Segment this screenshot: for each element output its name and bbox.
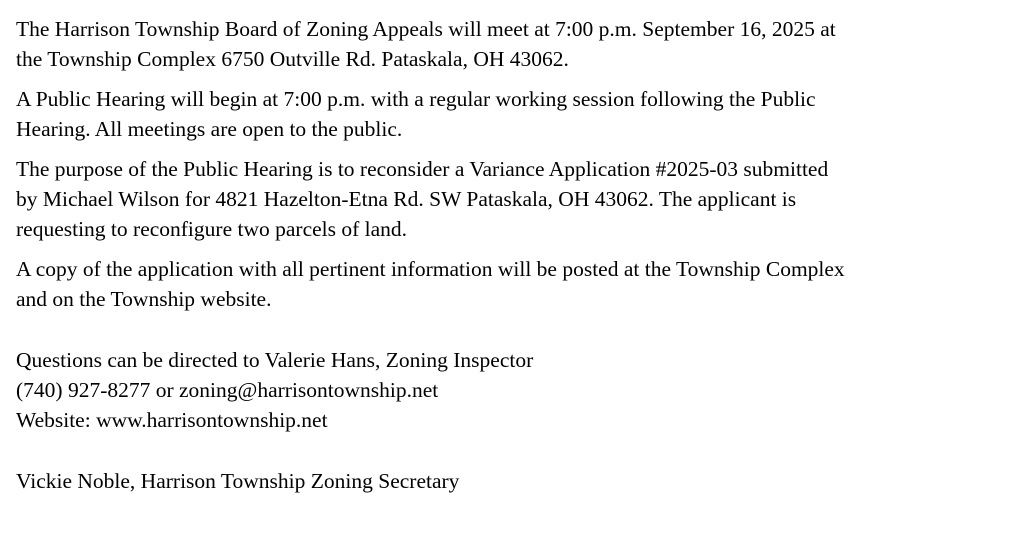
signature-line: Vickie Noble, Harrison Township Zoning Secretary [16, 469, 460, 493]
application-copy-paragraph [16, 254, 1016, 314]
contact-website: Website: www.harrisontownship.net [16, 408, 328, 432]
contact-phone-email: (740) 927-8277 or zoning@harrisontownship.net [16, 378, 439, 402]
notice-document [16, 14, 1016, 496]
text-line: The Harrison Township Board of Zoning Appeals will meet at 7:00 p.m. September 16, 2025 at [16, 17, 836, 41]
meeting-announcement-paragraph [16, 14, 1016, 74]
hearing-purpose-paragraph [16, 154, 1016, 244]
text-line: A copy of the application with all pertinent information will be posted at the Township Complex [16, 257, 845, 281]
text-line: A Public Hearing will begin at 7:00 p.m. with a regular working session following the Public [16, 87, 816, 111]
text-line: requesting to reconfigure two parcels of land. [16, 217, 408, 241]
contact-line: Questions can be directed to Valerie Hans, Zoning Inspector [16, 348, 534, 372]
text-line: by Michael Wilson for 4821 Hazelton-Etna Rd. SW Pataskala, OH 43062. The applicant is [16, 187, 797, 211]
text-line: The purpose of the Public Hearing is to reconsider a Variance Application #2025-03 submitted [16, 157, 829, 181]
contact-block [16, 345, 1016, 435]
public-hearing-paragraph [16, 84, 1016, 144]
text-line: Hearing. All meetings are open to the public. [16, 117, 403, 141]
text-line: the Township Complex 6750 Outville Rd. Pataskala, OH 43062. [16, 47, 569, 71]
text-line: and on the Township website. [16, 287, 272, 311]
